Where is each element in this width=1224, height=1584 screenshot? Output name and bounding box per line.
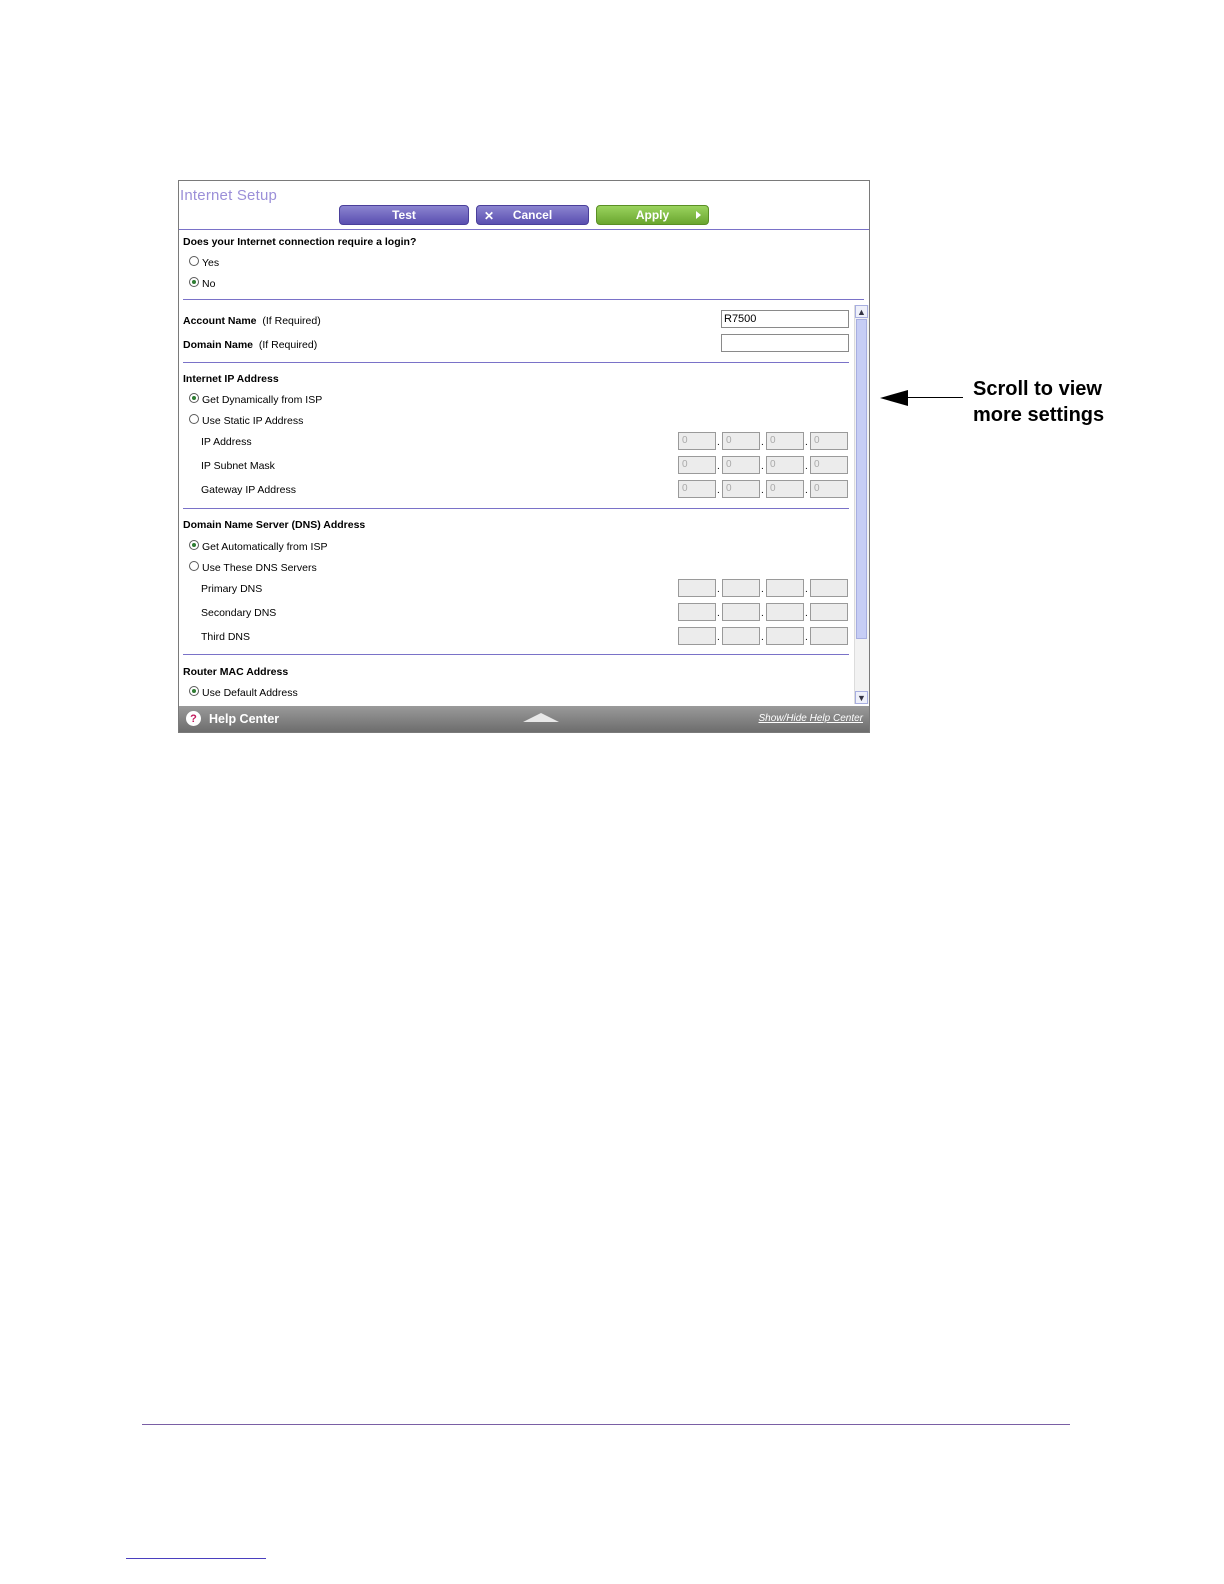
- subnet-mask-octet-4[interactable]: 0: [810, 456, 848, 474]
- radio-ip-static-label: Use Static IP Address: [202, 415, 304, 427]
- domain-name-input[interactable]: [721, 334, 849, 352]
- radio-login-yes[interactable]: [189, 256, 199, 266]
- third-dns-label: Third DNS: [201, 631, 251, 643]
- gateway-ip-octet-2[interactable]: 0: [722, 480, 760, 498]
- primary-dns-label: Primary DNS: [201, 583, 263, 595]
- test-button-label: Test: [392, 208, 416, 222]
- secondary-dns-label: Secondary DNS: [201, 607, 277, 619]
- subnet-mask-octet-1[interactable]: 0: [678, 456, 716, 474]
- secondary-dns-octet-3[interactable]: [766, 603, 804, 621]
- ip-address-label: IP Address: [201, 436, 252, 448]
- radio-ip-dynamic[interactable]: [189, 393, 199, 403]
- radio-login-yes-label: Yes: [202, 257, 220, 269]
- third-dns-octet-3[interactable]: [766, 627, 804, 645]
- subnet-mask-octet-3[interactable]: 0: [766, 456, 804, 474]
- primary-dns-octet-4[interactable]: [810, 579, 848, 597]
- radio-dns-auto-label: Get Automatically from ISP: [202, 541, 328, 553]
- primary-dns-octet-1[interactable]: [678, 579, 716, 597]
- internet-setup-panel: Internet Setup Test ✕ Cancel Apply Does your Internet connection require a login? Yes No Account Name (If Required) R7500 Domain Name (If Required) Internet IP Address Get Dynamically from ISP Use Static IP Address IP Address 0 . 0 . 0 . 0 IP Subnet Mask 0 . 0 . 0 . 0 Gateway IP Address 0 . 0 . 0 . 0 Domain Name Server (DNS) Address Get Automatically from ISP Use These DNS Servers Primary DNS . . . Secondary DNS . . . Third DNS . . . Router MAC Address Use Default Address ▲ ▼ ? Help Center Show/Hide Help Center: [178, 180, 870, 733]
- divider: [183, 299, 864, 300]
- question-icon: ?: [186, 711, 201, 726]
- ip-address-octet-1[interactable]: 0: [678, 432, 716, 450]
- apply-button-label: Apply: [635, 208, 670, 222]
- cancel-button-label: Cancel: [512, 208, 553, 222]
- secondary-dns-octet-2[interactable]: [722, 603, 760, 621]
- chevron-up-icon: ▲: [857, 306, 866, 317]
- scroll-down-button[interactable]: [855, 691, 868, 704]
- callout-line: [895, 397, 963, 398]
- radio-mac-default-label: Use Default Address: [202, 687, 298, 699]
- ip-address-octet-2[interactable]: 0: [722, 432, 760, 450]
- account-name-input[interactable]: [721, 310, 849, 328]
- radio-mac-default[interactable]: [189, 686, 199, 696]
- third-dns-octet-1[interactable]: [678, 627, 716, 645]
- test-button[interactable]: [339, 205, 469, 225]
- scroll-up-button[interactable]: [855, 305, 868, 318]
- arrow-right-icon: [696, 211, 701, 219]
- callout-text: Scroll to view more settings: [973, 378, 1105, 426]
- expand-help-icon[interactable]: [523, 713, 559, 722]
- cancel-button[interactable]: [476, 205, 589, 225]
- third-dns-octet-2[interactable]: [722, 627, 760, 645]
- domain-name-label: Domain Name (If Required): [183, 339, 318, 351]
- gateway-ip-octet-3[interactable]: 0: [766, 480, 804, 498]
- help-center-bar: [179, 706, 869, 732]
- apply-button[interactable]: [596, 205, 709, 225]
- secondary-dns-octet-1[interactable]: [678, 603, 716, 621]
- third-dns-octet-4[interactable]: [810, 627, 848, 645]
- divider: [179, 229, 869, 230]
- mac-heading: Router MAC Address: [183, 666, 289, 678]
- ip-address-octet-4[interactable]: 0: [810, 432, 848, 450]
- divider: [183, 654, 849, 655]
- primary-dns-octet-3[interactable]: [766, 579, 804, 597]
- radio-dns-manual[interactable]: [189, 561, 199, 571]
- page-title: Internet Setup: [180, 187, 278, 204]
- footer-link-underline: [126, 1558, 266, 1559]
- radio-dns-auto[interactable]: [189, 540, 199, 550]
- settings-scrollbar[interactable]: [854, 305, 869, 704]
- dns-heading: Domain Name Server (DNS) Address: [183, 519, 366, 531]
- gateway-ip-octet-1[interactable]: 0: [678, 480, 716, 498]
- login-question: Does your Internet connection require a login?: [183, 236, 417, 248]
- subnet-mask-octet-2[interactable]: 0: [722, 456, 760, 474]
- scroll-thumb[interactable]: [856, 319, 867, 639]
- subnet-mask-label: IP Subnet Mask: [201, 460, 275, 472]
- radio-ip-static[interactable]: [189, 414, 199, 424]
- divider: [183, 508, 849, 509]
- close-icon: ✕: [484, 209, 495, 223]
- primary-dns-octet-2[interactable]: [722, 579, 760, 597]
- radio-login-no-label: No: [202, 278, 216, 290]
- callout-arrow-icon: [880, 390, 908, 406]
- footer-divider: [142, 1424, 1070, 1425]
- chevron-down-icon: ▼: [857, 692, 866, 703]
- radio-login-no[interactable]: [189, 277, 199, 287]
- secondary-dns-octet-4[interactable]: [810, 603, 848, 621]
- account-name-label: Account Name (If Required): [183, 315, 321, 327]
- help-center-title: Help Center: [209, 712, 280, 726]
- divider: [183, 362, 849, 363]
- gateway-ip-octet-4[interactable]: 0: [810, 480, 848, 498]
- internet-ip-heading: Internet IP Address: [183, 373, 279, 385]
- gateway-ip-label: Gateway IP Address: [201, 484, 296, 496]
- radio-ip-dynamic-label: Get Dynamically from ISP: [202, 394, 323, 406]
- show-hide-help-link[interactable]: Show/Hide Help Center: [758, 713, 863, 724]
- ip-address-octet-3[interactable]: 0: [766, 432, 804, 450]
- radio-dns-manual-label: Use These DNS Servers: [202, 562, 317, 574]
